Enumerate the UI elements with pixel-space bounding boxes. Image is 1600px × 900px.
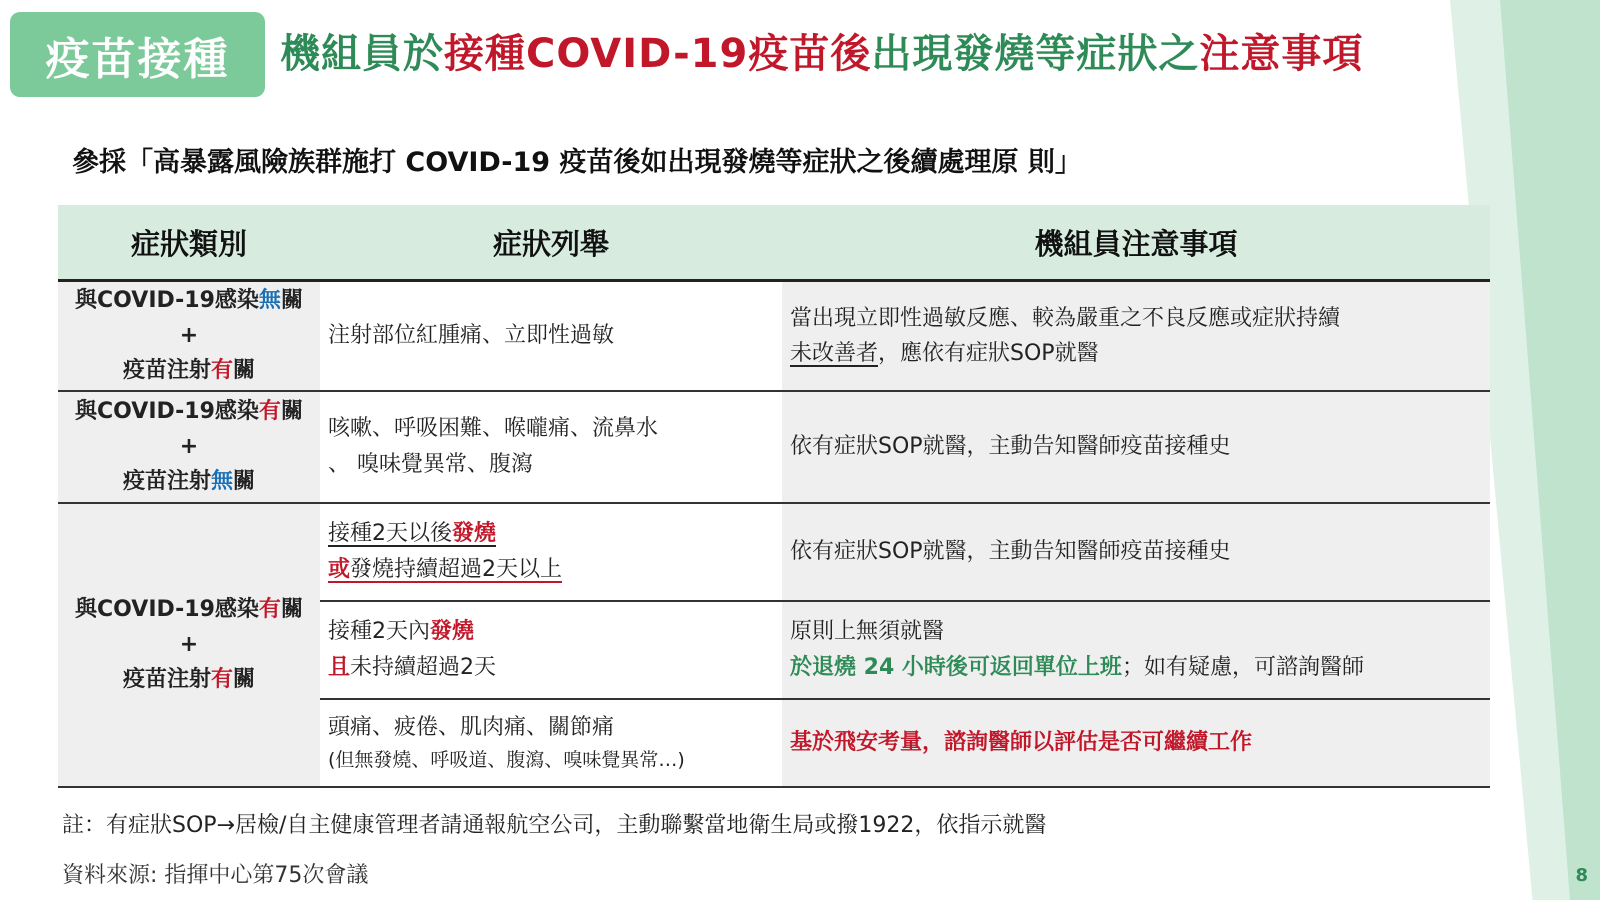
category-cell xyxy=(58,281,320,391)
category-text: 關 xyxy=(233,358,256,384)
category-mark: 無 xyxy=(210,469,233,495)
title-part: 機組員於 xyxy=(280,31,444,77)
symptoms-cell xyxy=(320,699,782,787)
category-cell xyxy=(58,503,320,787)
symptoms-cell xyxy=(320,391,782,503)
category-mark: 有 xyxy=(258,398,281,424)
category-text: 與COVID-19感染 xyxy=(75,398,259,424)
symptom-text: 咳嗽、呼吸困難、喉嚨痛、流鼻水 xyxy=(328,416,659,442)
symptoms-cell xyxy=(320,503,782,601)
plus-sign: + xyxy=(179,433,199,459)
category-text: 關 xyxy=(280,287,303,313)
category-text: 關 xyxy=(233,469,256,495)
note-underlined: 未改善者 xyxy=(790,340,879,366)
section-tag: 疫苗接種 xyxy=(10,12,265,97)
note-text: ；如有疑慮，可諮詢醫師 xyxy=(1121,654,1364,680)
subtitle: 參採「高暴露風險族群施打 COVID-19 疫苗後如出現發燒等症狀之後續處理原 則」 xyxy=(72,147,1082,178)
table-row xyxy=(58,503,1490,601)
plus-sign: + xyxy=(179,323,199,349)
notes-cell xyxy=(782,281,1490,391)
category-text: 關 xyxy=(280,398,303,424)
notes-cell: 依有症狀SOP就醫，主動告知醫師疫苗接種史 xyxy=(782,391,1490,503)
header-symptoms: 症狀列舉 xyxy=(320,205,782,281)
symptom-text: 接種2天以後 xyxy=(328,521,452,547)
category-cell xyxy=(58,391,320,503)
category-mark: 有 xyxy=(210,358,233,384)
note-text: 原則上無須就醫 xyxy=(790,619,945,645)
symptom-highlight: 且 xyxy=(328,654,351,680)
notes-cell: 依有症狀SOP就醫，主動告知醫師疫苗接種史 xyxy=(782,503,1490,601)
table-row xyxy=(58,281,1490,391)
title-part: 出現發燒等症狀之 xyxy=(871,31,1200,77)
category-text: 疫苗注射 xyxy=(122,667,211,693)
symptom-text: 發燒持續超過2天以上 xyxy=(350,556,563,582)
note-text: ，應依有症狀SOP就醫 xyxy=(878,340,1099,366)
category-text: 疫苗注射 xyxy=(122,358,211,384)
notes-cell: 基於飛安考量，諮詢醫師以評估是否可繼續工作 xyxy=(782,699,1490,787)
note-highlight: 於退燒 24 小時後可返回單位上班 xyxy=(790,654,1122,680)
category-text: 疫苗注射 xyxy=(122,469,211,495)
symptom-highlight: 或 xyxy=(328,556,351,582)
category-mark: 有 xyxy=(258,596,281,622)
category-mark: 有 xyxy=(210,667,233,693)
symptom-text: 頭痛、疲倦、肌肉痛、關節痛 xyxy=(328,714,615,740)
symptom-text: (但無發燒、呼吸道、腹瀉、嗅味覺異常…) xyxy=(328,748,685,771)
symptoms-cell xyxy=(320,601,782,699)
category-text: 與COVID-19感染 xyxy=(75,596,259,622)
symptom-text: 接種2天內 xyxy=(328,619,430,645)
note-text: 當出現立即性過敏反應、較為嚴重之不良反應或症狀持續 xyxy=(790,305,1341,331)
source-citation: 資料來源: 指揮中心第75次會議 xyxy=(62,863,369,888)
category-text: 關 xyxy=(280,596,303,622)
notes-cell xyxy=(782,601,1490,699)
title-part: 注意事項 xyxy=(1199,31,1364,77)
header-category: 症狀類別 xyxy=(58,205,320,281)
table-row xyxy=(58,391,1490,503)
footnote: 註：有症狀SOP→居檢/自主健康管理者請通報航空公司，主動聯繫當地衛生局或撥1922，依指示就醫 xyxy=(62,813,1047,838)
page-number: 8 xyxy=(1575,865,1588,886)
symptom-highlight: 發燒 xyxy=(452,521,497,547)
title-part: 接種COVID-19疫苗後 xyxy=(444,31,872,77)
symptom-highlight: 發燒 xyxy=(430,619,475,645)
category-text: 與COVID-19感染 xyxy=(75,287,259,313)
page-title xyxy=(280,22,1363,79)
symptom-table xyxy=(58,205,1490,788)
category-mark: 無 xyxy=(258,287,281,313)
header-notes: 機組員注意事項 xyxy=(782,205,1490,281)
symptom-text: 、 嗅味覺異常、腹瀉 xyxy=(328,451,533,477)
symptoms-cell: 注射部位紅腫痛、立即性過敏 xyxy=(320,281,782,391)
plus-sign: + xyxy=(179,631,199,657)
table-header-row xyxy=(58,205,1490,281)
category-text: 關 xyxy=(233,667,256,693)
symptom-text: 未持續超過2天 xyxy=(350,654,497,680)
